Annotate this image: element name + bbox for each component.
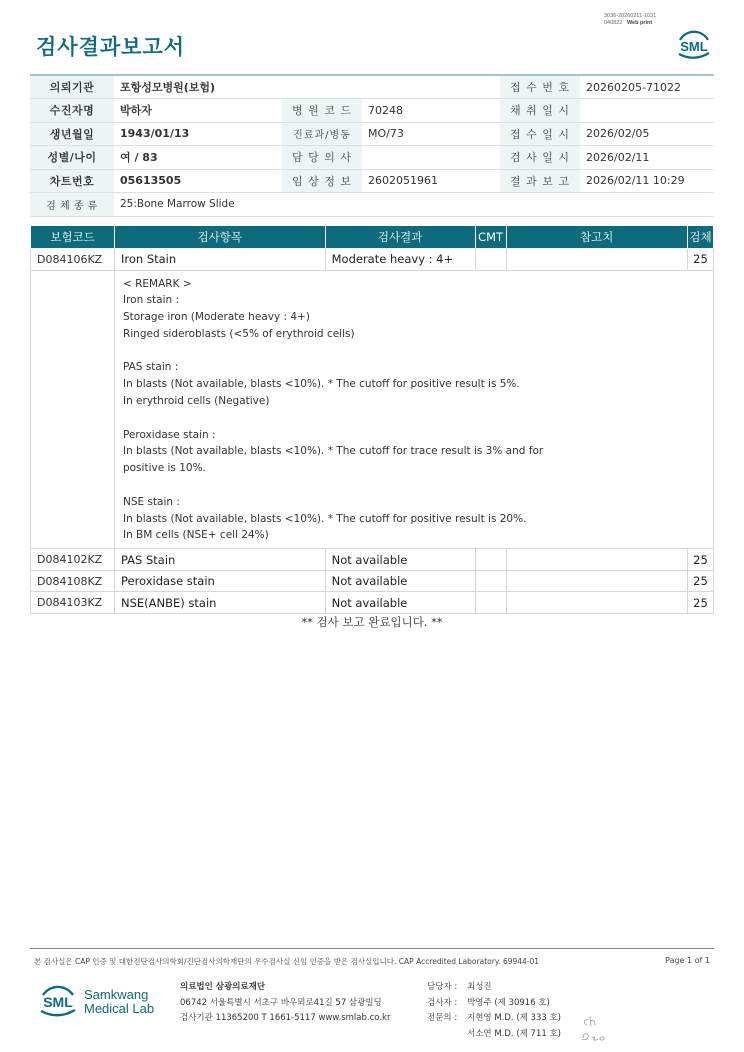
sml-logo-icon xyxy=(674,26,714,66)
receipt-no-value: 20260205-71022 xyxy=(580,75,714,99)
hospital-code-label: 병 원 코 드 xyxy=(282,99,362,123)
remark-line: In blasts (Not available, blasts <10%). * The cutoff for trace result is 3% and for xyxy=(122,445,544,458)
row-result: Not available xyxy=(325,549,475,571)
row-cmt xyxy=(475,570,506,592)
row-cmt xyxy=(475,549,506,571)
logo-text: SML xyxy=(680,39,708,54)
remark-line xyxy=(123,410,705,427)
remark-line: In erythroid cells (Negative) xyxy=(122,395,270,408)
header-item: 검사항목 xyxy=(114,226,325,249)
collection-date-value xyxy=(580,99,714,123)
row-ref xyxy=(506,570,687,592)
page-title: 검사결과보고서 xyxy=(36,35,186,59)
row-specimen: 25 xyxy=(687,249,713,271)
report-value: 2026/02/11 10:29 xyxy=(580,169,714,193)
hospital-code-value: 70248 xyxy=(362,99,500,123)
staff-label: 담당자 : xyxy=(427,982,458,992)
dept-value: MO/73 xyxy=(362,122,500,146)
row-result: Moderate heavy : 4+ xyxy=(325,249,475,271)
staff-list xyxy=(427,980,561,1042)
staff-row xyxy=(427,980,561,996)
staff-label xyxy=(427,1027,467,1043)
staff-label: 검사자 : xyxy=(427,997,458,1008)
remark-line: In BM cells (NSE+ cell 24%) xyxy=(122,529,269,542)
remark-line: Peroxidase stain : xyxy=(122,428,216,441)
logo-text: SML xyxy=(43,994,73,1010)
dept-label: 진료과/병동 xyxy=(282,122,362,146)
specimen-label: 검 체 종 류 xyxy=(30,193,114,217)
remark-line: Ringed sideroblasts (<5% of erythroid cells) xyxy=(122,327,355,340)
row-item: NSE(ANBE) stain xyxy=(114,592,325,614)
test-date-value: 2026/02/11 xyxy=(580,146,714,170)
row-result: Not available xyxy=(325,592,475,614)
birth-value: 1943/01/13 xyxy=(114,122,282,146)
row-specimen: 25 xyxy=(687,592,713,614)
remark-line xyxy=(123,343,705,360)
staff-name: 지현영 M.D. (제 333 호) xyxy=(467,1013,562,1023)
table-row xyxy=(31,549,714,571)
remark-line: Iron stain : xyxy=(122,294,180,307)
chart-value: 05613505 xyxy=(114,169,282,193)
patient-info-table xyxy=(30,74,714,217)
organization-info xyxy=(180,980,390,1027)
header-ref: 참고치 xyxy=(506,226,687,249)
patient-label: 수진자명 xyxy=(30,99,114,123)
birth-label: 생년월일 xyxy=(30,122,114,146)
print-stamp xyxy=(604,13,656,26)
staff-row xyxy=(427,996,561,1012)
doctor-value xyxy=(362,146,500,170)
remark-spacer xyxy=(31,270,115,549)
collection-date-label: 채 취 일 시 xyxy=(500,99,580,123)
requester-value: 포항성모병원(보험) xyxy=(114,75,500,99)
row-code: D084108KZ xyxy=(31,570,115,592)
header-code: 보험코드 xyxy=(31,226,115,249)
page-indicator: Page 1 of 1 xyxy=(665,956,710,965)
remark-line: In blasts (Not available, blasts <10%). * The cutoff for positive result is 20%. xyxy=(122,512,527,525)
table-row xyxy=(31,592,714,614)
table-row xyxy=(31,570,714,592)
remark-line: Storage iron (Moderate heavy : 4+) xyxy=(122,311,310,324)
staff-label: 전문의 : xyxy=(427,1013,458,1023)
specimen-value: 25:Bone Marrow Slide xyxy=(114,193,714,217)
row-cmt xyxy=(475,592,506,614)
remark-line: In blasts (Not available, blasts <10%). * The cutoff for positive result is 5%. xyxy=(122,378,520,391)
receipt-date-label: 접 수 일 시 xyxy=(500,122,580,146)
web-print-label: Web print xyxy=(626,19,653,26)
row-ref xyxy=(506,592,687,614)
doctor-label: 담 당 의 사 xyxy=(282,146,362,170)
stamp-line-2: 040822 xyxy=(604,19,623,26)
patient-value: 박하자 xyxy=(114,99,282,123)
row-result: Not available xyxy=(325,570,475,592)
org-name: 의료법인 삼광의료재단 xyxy=(180,982,266,992)
remark-cell xyxy=(114,270,713,549)
clinical-label: 임 상 정 보 xyxy=(282,169,362,193)
table-row xyxy=(31,249,714,271)
staff-row xyxy=(427,1027,561,1043)
staff-name: 최성진 xyxy=(467,982,492,992)
row-code: D084106KZ xyxy=(31,249,115,271)
remark-line: NSE stain : xyxy=(122,495,180,508)
remark-row xyxy=(31,270,714,549)
org-address: 06742 서울특별시 서초구 바우뫼로41길 57 삼광빌딩 xyxy=(180,997,382,1008)
row-item: Peroxidase stain xyxy=(114,570,325,592)
clinical-value: 2602051961 xyxy=(362,169,500,193)
samkwang-logo-icon xyxy=(36,980,80,1024)
remark-line: < REMARK > xyxy=(122,277,192,290)
sex-age-label: 성별/나이 xyxy=(30,146,114,170)
org-contact: 검사기관 11365200 T 1661-5117 www.smlab.co.kr xyxy=(180,1013,391,1023)
report-label: 결 과 보 고 xyxy=(500,169,580,193)
row-code: D084102KZ xyxy=(31,549,115,571)
footer-divider xyxy=(30,948,714,949)
report-complete-text: ** 검사 보고 완료입니다. ** xyxy=(301,615,443,629)
test-date-label: 검 사 일 시 xyxy=(500,146,580,170)
requester-label: 의뢰기관 xyxy=(30,75,114,99)
remark-line: PAS stain : xyxy=(122,361,179,374)
row-specimen: 25 xyxy=(687,549,713,571)
receipt-date-value: 2026/02/05 xyxy=(580,122,714,146)
results-table xyxy=(30,225,714,614)
header-specimen: 검체 xyxy=(687,226,713,249)
remark-line: positive is 10%. xyxy=(122,462,206,475)
staff-name: 박영주 (제 30916 호) xyxy=(467,997,550,1008)
receipt-no-label: 접 수 번 호 xyxy=(500,75,580,99)
row-specimen: 25 xyxy=(687,570,713,592)
remark-line xyxy=(123,477,705,494)
certification-text: 본 검사실은 CAP 인증 및 대한진단검사의학회/진단검사의학재단의 우수검사실 신임 인증을 받은 검사실입니다. CAP Accredited Laboratory. 69944-01 xyxy=(34,957,540,966)
row-item: PAS Stain xyxy=(114,549,325,571)
header-cmt: CMT xyxy=(475,226,506,249)
stamp-line-1: 3036-20260211-1031 xyxy=(604,13,657,19)
brand-line-1: Samkwang xyxy=(84,987,149,1002)
staff-row xyxy=(427,1011,561,1027)
signature-icon xyxy=(580,1008,610,1044)
chart-label: 차트번호 xyxy=(30,169,114,193)
brand-name xyxy=(84,988,154,1016)
sex-age-value: 여 / 83 xyxy=(114,146,282,170)
row-cmt xyxy=(475,249,506,271)
staff-name: 서소연 M.D. (제 711 호) xyxy=(467,1028,562,1039)
brand-line-2: Medical Lab xyxy=(84,1001,155,1016)
header-result: 검사결과 xyxy=(325,226,475,249)
row-ref xyxy=(506,249,687,271)
row-code: D084103KZ xyxy=(31,592,115,614)
row-item: Iron Stain xyxy=(114,249,325,271)
row-ref xyxy=(506,549,687,571)
